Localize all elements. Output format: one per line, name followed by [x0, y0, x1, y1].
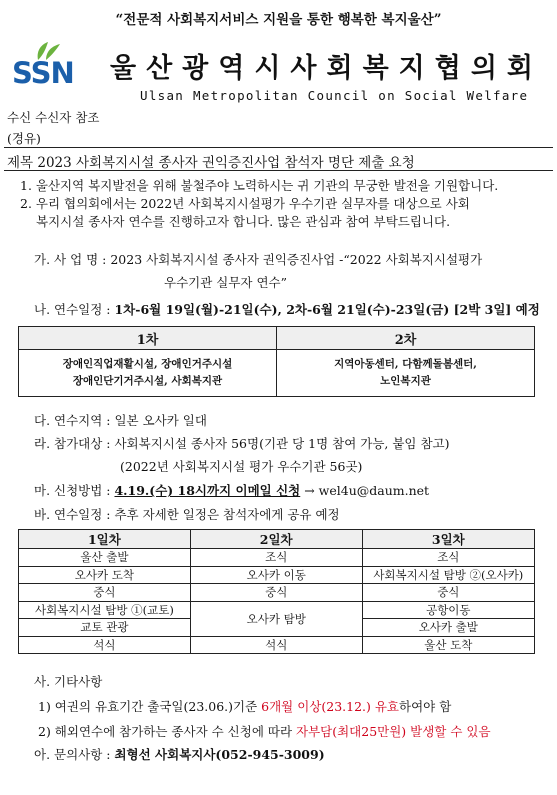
section-ra-line2: (2022년 사회복지시설 평가 우수기관 56곳) [120, 459, 363, 474]
logo-text: SSN [12, 56, 74, 90]
section-ga-line2: 우수기관 실무자 연수” [164, 275, 288, 290]
document-title: 제목 2023 사회복지시설 종사자 권익증진사업 참석자 명단 제출 요청 [7, 155, 415, 171]
schedule-header-day2: 2일차 [190, 530, 362, 549]
schedule-table [18, 529, 535, 654]
schedule-cell: 중식 [19, 584, 191, 602]
table-row [19, 601, 535, 619]
schedule-header-day1: 1일차 [19, 530, 191, 549]
sa1-text-red: 6개월 이상(23.12.) 유효 [261, 699, 400, 714]
schedule-cell: 울산 도착 [362, 636, 534, 654]
divider-bottom [4, 170, 553, 171]
section-ba: 바. 연수일정 : 추후 자세한 일정은 참석자에게 공유 예정 [34, 507, 340, 522]
schedule-cell: 중식 [190, 584, 362, 602]
group-2-line2: 노인복지관 [380, 375, 431, 387]
paragraph-2a: 2. 우리 협의회에서는 2022년 사회복지시설평가 우수기관 실무자를 대상으로 사회 [20, 196, 470, 211]
section-da: 다. 연수지역 : 일본 오사카 일대 [34, 413, 207, 428]
section-ma-deadline: 4.19.(수) 18시까지 이메일 신청 [114, 483, 301, 498]
schedule-header-day3: 3일차 [362, 530, 534, 549]
group-header-2: 2차 [277, 327, 535, 350]
schedule-cell: 조식 [362, 549, 534, 567]
divider-top [4, 147, 553, 148]
table-row [19, 636, 535, 654]
org-name: 울산광역시사회복지협의회 [110, 53, 543, 84]
slogan: “전문적 사회복지서비스 지원을 통한 행복한 복지울산” [115, 12, 442, 28]
section-na-label: 나. 연수일정 : [34, 302, 115, 317]
schedule-cell: 중식 [362, 584, 534, 602]
schedule-cell: 공항이동 [362, 601, 534, 619]
schedule-cell: 사회복지시설 탐방 ①(교토) [19, 601, 191, 619]
schedule-cell: 울산 출발 [19, 549, 191, 567]
via: (경유) [7, 131, 41, 146]
recipient: 수신 수신자 참조 [7, 110, 100, 125]
section-ga-line1: 가. 사 업 명 : 2023 사회복지시설 종사자 권익증진사업 -“2022 사회복지시설평가 [34, 252, 483, 267]
section-ma [34, 481, 429, 499]
schedule-cell: 오사카 이동 [190, 566, 362, 584]
paragraph-1: 1. 울산지역 복지발전을 위해 불철주야 노력하시는 귀 기관의 무궁한 발전을 기원합니다. [20, 178, 499, 193]
section-sa-item2 [38, 722, 491, 740]
section-a-contact: 최형선 사회복지사(052-945-3009) [114, 747, 325, 762]
section-na-value: 1차-6월 19일(월)-21일(수), 2차-6월 21일(수)-23일(금) [2박 3일] 예정 [114, 302, 540, 317]
table-row [19, 549, 535, 567]
section-ma-email: → wel4u@daum.net [300, 483, 430, 498]
org-name-en: Ulsan Metropolitan Council on Social Welfare [140, 88, 529, 103]
sa1-text-a: 1) 여권의 유효기간 출국일(23.06.)기준 [38, 699, 262, 714]
schedule-cell: 조식 [190, 549, 362, 567]
section-a-label: 아. 문의사항 : [34, 747, 115, 762]
ssn-logo [12, 40, 82, 92]
schedule-cell: 사회복지시설 탐방 ②(오사카) [362, 566, 534, 584]
schedule-cell: 석식 [190, 636, 362, 654]
group-1-line2: 장애인단기거주시설, 사회복지관 [72, 375, 223, 387]
sa2-text-red: 자부담(최대25만원) 발생할 수 있음 [296, 724, 491, 739]
section-sa-item1 [38, 697, 451, 715]
group-1-line1: 장애인직업재활시설, 장애인거주시설 [62, 358, 233, 370]
table-row [19, 584, 535, 602]
section-ra-line1: 라. 참가대상 : 사회복지시설 종사자 56명(기관 당 1명 참여 가능, 붙임 참고) [34, 436, 450, 451]
section-ma-label: 마. 신청방법 : [34, 483, 115, 498]
group-header-1: 1차 [19, 327, 277, 350]
group-2-line1: 지역아동센터, 다함께돌봄센터, [334, 358, 477, 370]
section-sa: 사. 기타사항 [34, 674, 103, 689]
schedule-cell: 오사카 출발 [362, 619, 534, 637]
group-2-cell [277, 350, 535, 397]
schedule-cell: 석식 [19, 636, 191, 654]
section-na [34, 300, 540, 318]
schedule-cell: 오사카 도착 [19, 566, 191, 584]
table-row [19, 566, 535, 584]
schedule-cell: 교토 관광 [19, 619, 191, 637]
group-table [18, 326, 535, 397]
section-a [34, 745, 325, 763]
sa1-text-b: 하여야 함 [399, 699, 452, 714]
schedule-cell-merged: 오사카 탐방 [190, 601, 362, 636]
paragraph-2b: 복지시설 종사자 연수를 진행하고자 합니다. 많은 관심과 참여 부탁드립니다. [36, 214, 451, 229]
sa2-text-a: 2) 해외연수에 참가하는 종사자 수 신청에 따라 [38, 724, 296, 739]
group-1-cell [19, 350, 277, 397]
